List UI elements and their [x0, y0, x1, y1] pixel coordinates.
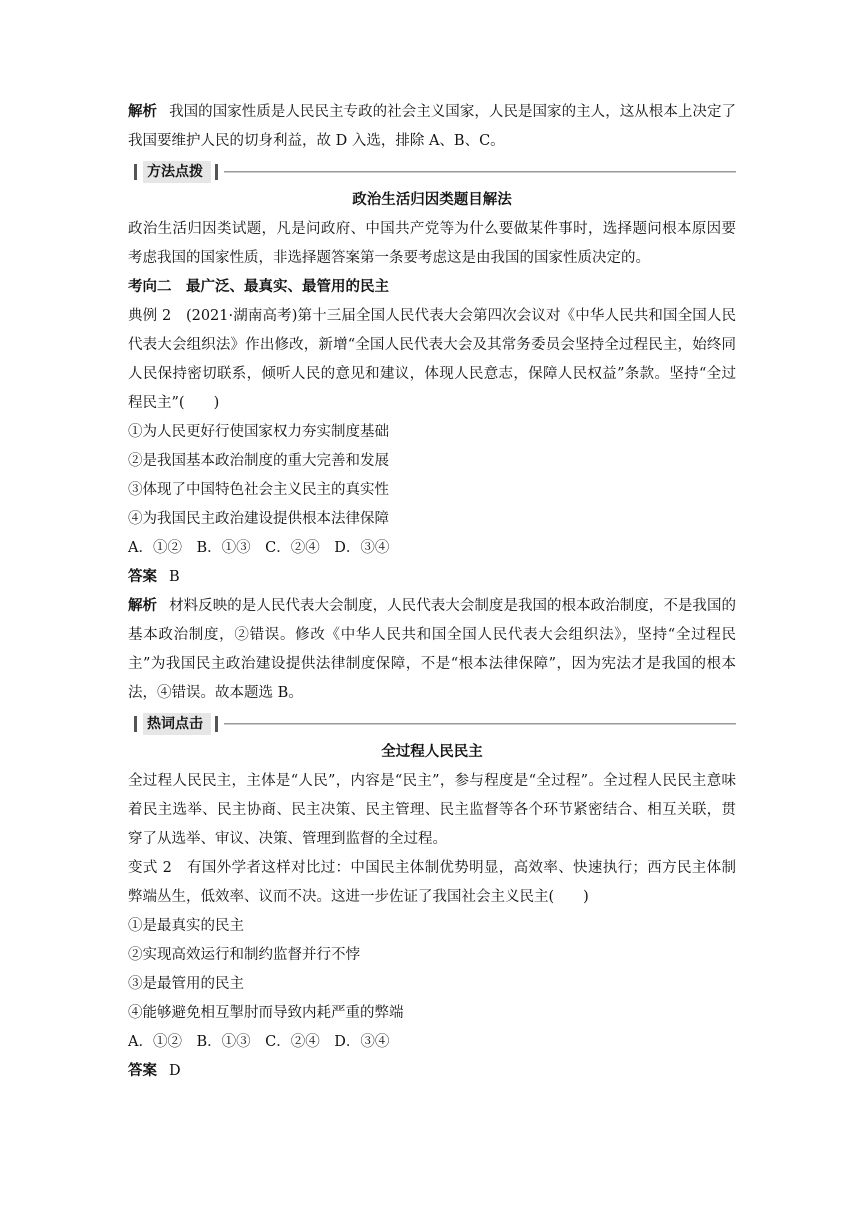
header-bar-icon	[134, 164, 137, 180]
example-option-4: ④为我国民主政治建设提供根本法律保障	[128, 511, 389, 527]
example-stem: 典例 2 (2021·湖南高考)第十三届全国人民代表大会第四次会议对《中华人民共和国全国人民代表大会组织法》作出修改，新增“全国人民代表大会及其常务委员会坚持全过程民主，始终同人民保持密切联系，倾听人民的意见和建议，体现人民意志，保障人民权益”条款。坚持“全过程民主”( )	[128, 308, 736, 411]
variant-option-1: ①是最真实的民主	[128, 918, 244, 934]
analysis-paragraph-1	[128, 98, 736, 156]
method-tips-label: 方法点拨	[143, 161, 211, 183]
answer-value: B	[169, 569, 180, 585]
analysis-label: 解析	[128, 598, 158, 614]
example-option-3: ③体现了中国特色社会主义民主的真实性	[128, 482, 389, 498]
hot-words-body: 全过程人民民主，主体是“人民”，内容是“民主”，参与程度是“全过程”。全过程人民民主意味着民主选举、民主协商、民主决策、民主管理、民主监督等各个环节紧密结合、相互关联，贯穿了从选举、审议、决策、管理到监督的全过程。	[128, 773, 736, 847]
answer-value: D	[169, 1063, 181, 1079]
header-rule	[224, 171, 736, 173]
analysis-text: 我国的国家性质是人民民主专政的社会主义国家，人民是国家的主人，这从根本上决定了我国要维护人民的切身利益，故 D 入选，排除 A、B、C。	[128, 104, 736, 149]
method-title: 政治生活归因类题目解法	[352, 192, 512, 208]
kaoxiang-title: 考向二 最广泛、最真实、最管用的民主	[128, 279, 389, 295]
header-bar-icon	[215, 164, 218, 180]
method-body: 政治生活归因类试题，凡是问政府、中国共产党等为什么要做某件事时，选择题问根本原因要考虑我国的国家性质，非选择题答案第一条要考虑这是由我国的国家性质决定的。	[128, 221, 736, 266]
hot-words-header	[128, 712, 736, 736]
variant-option-4: ④能够避免相互掣肘而导致内耗严重的弊端	[128, 1005, 404, 1021]
example-choices: A．①② B．①③ C．②④ D．③④	[128, 540, 390, 556]
example-option-1: ①为人民更好行使国家权力夯实制度基础	[128, 424, 389, 440]
answer-label: 答案	[128, 569, 157, 585]
header-bar-icon	[215, 716, 218, 732]
example-option-2: ②是我国基本政治制度的重大完善和发展	[128, 453, 389, 469]
variant-answer	[128, 1057, 736, 1086]
variant-stem: 变式 2 有国外学者这样对比过：中国民主体制优势明显，高效率、快速执行；西方民主体制弊端丛生，低效率、议而不决。这进一步佐证了我国社会主义民主( )	[128, 860, 736, 905]
variant-choices: A．①② B．①③ C．②④ D．③④	[128, 1034, 390, 1050]
analysis-label: 解析	[128, 104, 158, 120]
example-answer	[128, 563, 736, 592]
header-rule	[224, 723, 736, 725]
variant-option-2: ②实现高效运行和制约监督并行不悖	[128, 947, 360, 963]
analysis-text: 材料反映的是人民代表大会制度，人民代表大会制度是我国的根本政治制度，不是我国的基本政治制度，②错误。修改《中华人民共和国全国人民代表大会组织法》，坚持“全过程民主”为我国民主政治建设提供法律制度保障，不是“根本法律保障”，因为宪法才是我国的根本法，④错误。故本题选 B。	[128, 598, 736, 701]
header-bar-icon	[134, 716, 137, 732]
document-page	[128, 98, 736, 1086]
variant-option-3: ③是最管用的民主	[128, 976, 244, 992]
method-tips-header	[128, 160, 736, 184]
hot-words-title: 全过程人民民主	[381, 744, 483, 760]
hot-words-label: 热词点击	[143, 713, 211, 735]
example-analysis	[128, 592, 736, 708]
answer-label: 答案	[128, 1063, 157, 1079]
